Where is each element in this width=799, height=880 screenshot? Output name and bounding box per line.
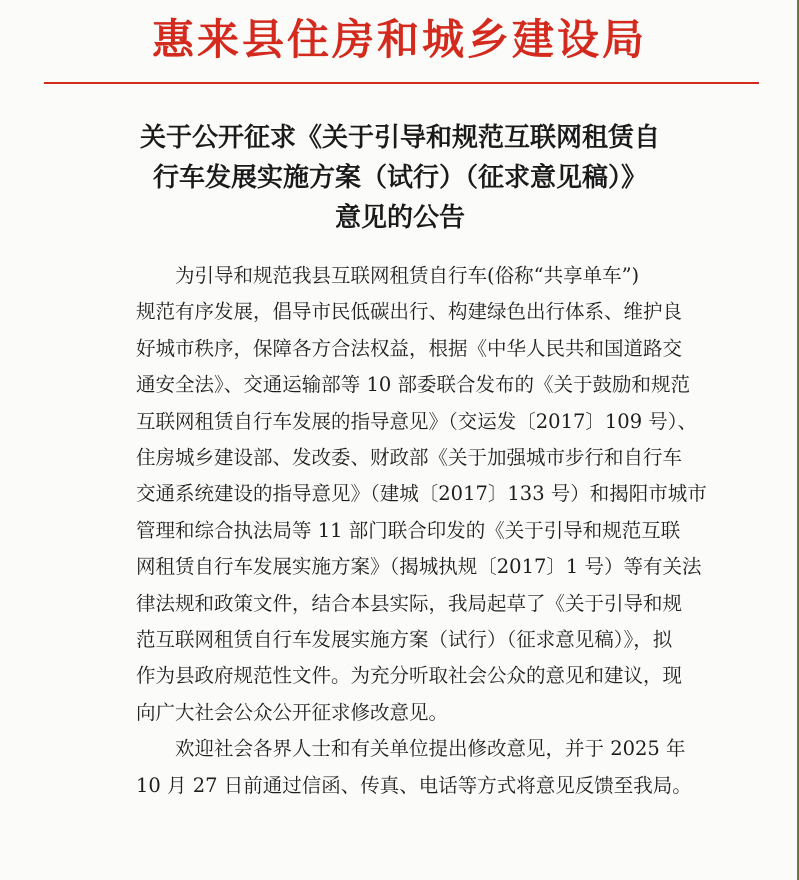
body-line: 范互联网租赁自行车发展实施方案（试行）（征求意见稿）》，拟	[136, 628, 673, 652]
body-line: 管理和综合执法局等 11 部门联合印发的《关于引导和规范互联	[136, 518, 681, 542]
title-line: 行车发展实施方案（试行）（征求意见稿）》	[152, 163, 647, 193]
title-line: 意见的公告	[334, 203, 465, 233]
body-line: 为引导和规范我县互联网租赁自行车(俗称“共享单车”)	[136, 264, 640, 287]
body-paragraph-1	[136, 258, 746, 731]
header-divider	[44, 82, 759, 84]
body-line: 作为县政府规范性文件。为充分听取社会公众的意见和建议，现	[136, 664, 683, 688]
body-line: 规范有序发展，倡导市民低碳出行、构建绿色出行体系、维护良	[136, 300, 683, 324]
body-paragraph-2	[136, 731, 746, 804]
issuer-header	[0, 8, 799, 72]
announcement-body	[136, 258, 746, 804]
body-line: 10 月 27 日前通过信函、传真、电话等方式将意见反馈至我局。	[136, 773, 692, 797]
body-line: 向广大社会公众公开征求修改意见。	[136, 700, 449, 724]
body-line: 互联网租赁自行车发展的指导意见》（交运发〔2017〕109 号）、	[136, 409, 698, 433]
body-line: 网租赁自行车发展实施方案》（揭城执规〔2017〕1 号）等有关法	[136, 555, 702, 579]
issuer-header-text: 惠来县住房和城乡建设局	[151, 15, 647, 64]
body-line: 律法规和政策文件，结合本县实际，我局起草了《关于引导和规	[136, 591, 683, 615]
body-line: 好城市秩序，保障各方合法权益，根据《中华人民共和国道路交	[136, 336, 683, 360]
body-line: 欢迎社会各界人士和有关单位提出修改意见，并于 2025 年	[136, 737, 686, 761]
body-line: 住房城乡建设部、发改委、财政部《关于加强城市步行和自行车	[136, 446, 683, 470]
body-line: 交通系统建设的指导意见》（建城〔2017〕133 号）和揭阳市城市	[136, 482, 707, 506]
announcement-title	[60, 118, 740, 238]
body-line: 通安全法》、交通运输部等 10 部委联合发布的《关于鼓励和规范	[136, 373, 690, 397]
title-line: 关于公开征求《关于引导和规范互联网租赁自	[139, 123, 660, 153]
